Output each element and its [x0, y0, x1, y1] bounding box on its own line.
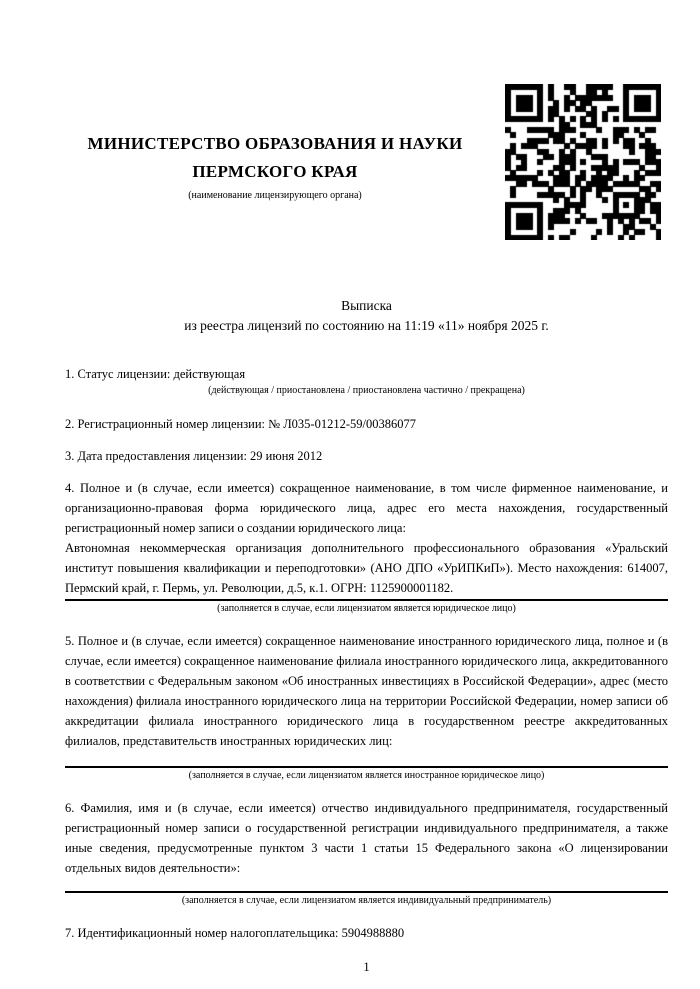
item-6-entrepreneur-label: 6. Фамилия, имя и (в случае, если имеется) отчество индивидуального предпринимателя, государственный регистрационный номер записи о государственной регистрации индивидуального предпринимателя, а также иные сведения, предусмотренные пунктом 3 части 1 статьи 15 Федерального закона «О лицензировании отдельных видов деятельности»:	[65, 801, 668, 875]
item-4-legal-entity-label: 4. Полное и (в случае, если имеется) сокращенное наименование, в том числе фирменное наименование, и организационно-правовая форма юридического лица, адрес его места нахождения, государственный регистрационный номер записи о создании юридического лица:	[65, 481, 668, 535]
document-title-line1: Выписка	[341, 298, 392, 313]
item-5-underline	[65, 766, 668, 768]
item-6-fill-caption: (заполняется в случае, если лицензиатом является индивидуальный предприниматель)	[181, 895, 552, 906]
item-4-fill-caption: (заполняется в случае, если лицензиатом является юридическое лицо)	[217, 603, 516, 614]
item-4-legal-entity-value: Автономная некоммерческая организация дополнительного профессионального образования «Уральский институт повышения квалификации и переподготовки» (АНО ДПО «УрИПКиП»). Место нахождения: 614007, Пермский край, г. Пермь, ул. Революции, д.5, к.1. ОГРН: 1125900001182.	[65, 541, 668, 595]
qr-code	[505, 84, 661, 240]
item-5-foreign-entity-value	[65, 751, 668, 765]
item-1-license-status: 1. Статус лицензии: действующая	[65, 367, 246, 381]
item-5-fill-caption: (заполняется в случае, если лицензиатом является иностранное юридическое лицо)	[188, 770, 545, 781]
item-2-registration-number: 2. Регистрационный номер лицензии: № Л035-01212-59/00386077	[65, 417, 416, 431]
item-4-underline	[65, 599, 668, 601]
ministry-name-line2: ПЕРМСКОГО КРАЯ	[192, 162, 358, 181]
item-5-foreign-entity-label: 5. Полное и (в случае, если имеется) сокращенное наименование иностранного юридического лица, полное и (в случае, если имеется) сокращенное наименование филиала иностранного юридического лица, аккредитованного в соответствии с Федеральным законом «Об иностранных инвестициях в Российской Федерации», адрес (место нахождения) филиала иностранного юридического лица на территории Российской Федерации, номер записи об аккредитации филиала иностранного юридического лица в государственном реестре аккредитованных филиалов, представительств иностранных юридических лиц:	[65, 634, 668, 748]
page-number: 1	[363, 960, 370, 974]
licensing-authority-block	[65, 130, 485, 202]
document-title-line2: из реестра лицензий по состоянию на 11:19 «11» ноября 2025 г.	[184, 318, 549, 333]
item-7-taxpayer-id: 7. Идентификационный номер налогоплательщика: 5904988880	[65, 926, 405, 940]
document-title	[65, 296, 668, 336]
item-6-underline	[65, 891, 668, 893]
document-body	[65, 296, 668, 977]
item-1-status-options-caption: (действующая / приостановлена / приостановлена частично / прекращена)	[208, 385, 525, 396]
ministry-caption: (наименование лицензирующего органа)	[188, 190, 362, 201]
ministry-name-line1: МИНИСТЕРСТВО ОБРАЗОВАНИЯ И НАУКИ	[87, 134, 463, 153]
item-3-grant-date: 3. Дата предоставления лицензии: 29 июня 2012	[65, 449, 323, 463]
item-6-entrepreneur-value	[65, 878, 668, 890]
